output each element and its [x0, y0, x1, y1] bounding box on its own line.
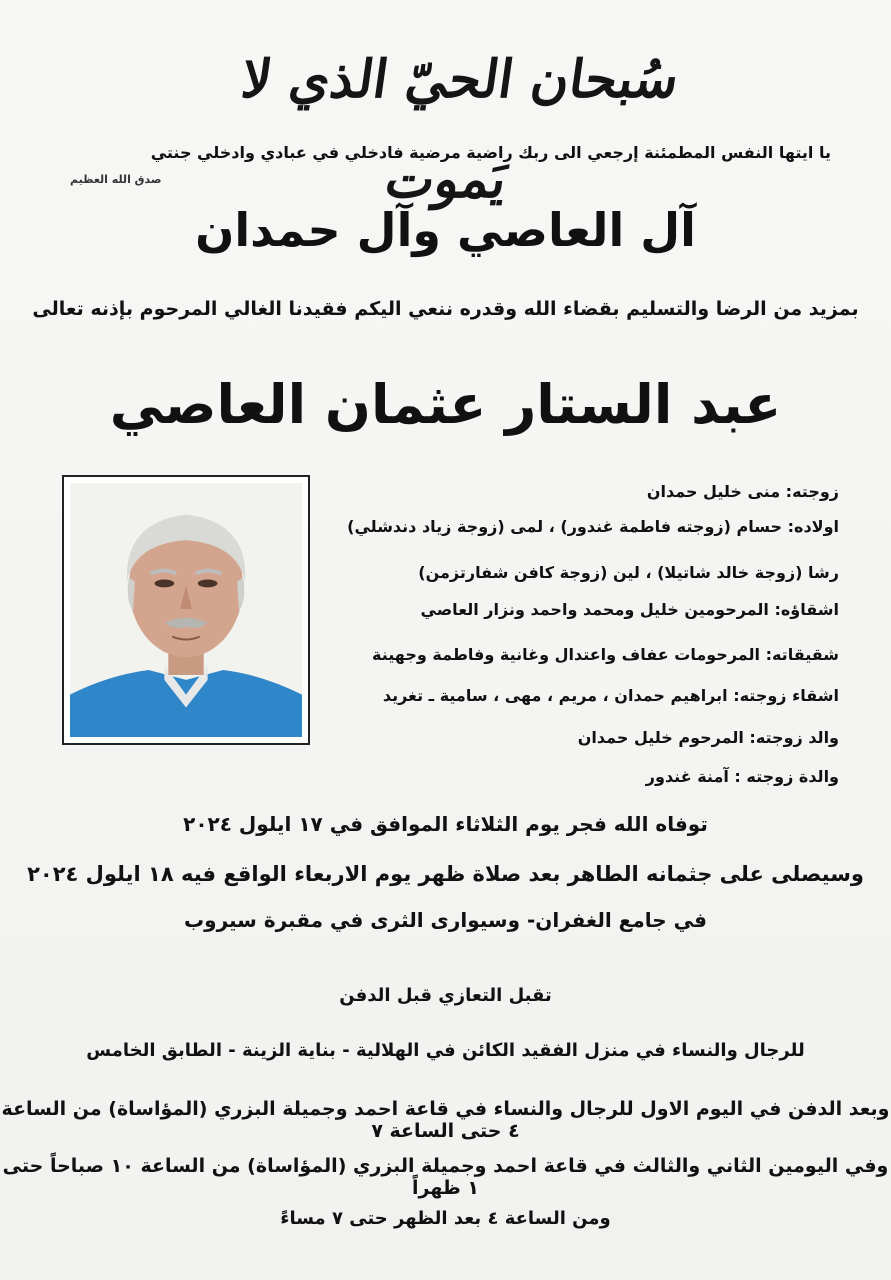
burial-line: في جامع الغفران- وسيوارى الثرى في مقبرة سيروب [184, 908, 707, 932]
condolences-line: ومن الساعة ٤ بعد الظهر حتى ٧ مساءً [280, 1208, 611, 1229]
condolences-line: للرجال والنساء في منزل الفقيد الكائن في الهلالية - بناية الزينة - الطابق الخامس [86, 1040, 805, 1061]
condolences-line: وفي اليومين الثاني والثالث في قاعة احمد وجميلة البزري (المؤاساة) من الساعة ١٠ صباحاً حتى ١ ظهراً [2, 1155, 889, 1199]
condolences-title: تقبل التعازي قبل الدفن [339, 985, 552, 1006]
relative-line: رشا (زوجة خالد شاتيلا) ، لين (زوجة كافن شفارتزمن) [418, 563, 839, 582]
relative-line: اشقاء زوجته: ابراهيم حمدان ، مريم ، مهى ، سامية ـ تغريد [382, 686, 839, 705]
calligraphy-header: سُبحان الحيّ الذي لا يَموت [237, 49, 683, 210]
quran-verse: يا ايتها النفس المطمئنة إرجعي الى ربك راضية مرضية فادخلي في عبادي وادخلي جنتي [150, 143, 831, 162]
relative-line: اشقاؤه: المرحومين خليل ومحمد واحمد ونزار العاصي [420, 600, 839, 619]
funeral-prayer-line: وسيصلى على جثمانه الطاهر بعد صلاة ظهر يوم الاربعاء الواقع فيه ١٨ ايلول ٢٠٢٤ [27, 862, 864, 886]
families-title: آل العاصي وآل حمدان [195, 203, 696, 257]
intro-text: بمزيد من الرضا والتسليم بقضاء الله وقدره ننعي اليكم فقيدنا الغالي المرحوم بإذنه تعالى [32, 298, 859, 320]
relative-line: زوجته: منى خليل حمدان [646, 482, 839, 501]
deceased-name: عبد الستار عثمان العاصي [109, 373, 782, 436]
death-date-line: توفاه الله فجر يوم الثلاثاء الموافق في ١٧ ايلول ٢٠٢٤ [183, 812, 708, 836]
condolences-line: وبعد الدفن في اليوم الاول للرجال والنساء في قاعة احمد وجميلة البزري (المؤاساة) من الساعة ٤ حتى الساعة ٧ [1, 1098, 890, 1142]
portrait-photo-icon [70, 483, 302, 737]
verse-reference: صدق الله العظيم [70, 173, 162, 186]
relative-line: والدة زوجته : آمنة غندور [645, 767, 839, 786]
relative-line: شقيقاته: المرحومات عفاف واعتدال وغانية وفاطمة وجهينة [372, 645, 839, 664]
relative-line: والد زوجته: المرحوم خليل حمدان [577, 728, 839, 747]
portrait-photo-frame [62, 475, 310, 745]
relative-line: اولاده: حسام (زوجته فاطمة غندور) ، لمى (زوجة زياد دندشلي) [347, 517, 839, 536]
